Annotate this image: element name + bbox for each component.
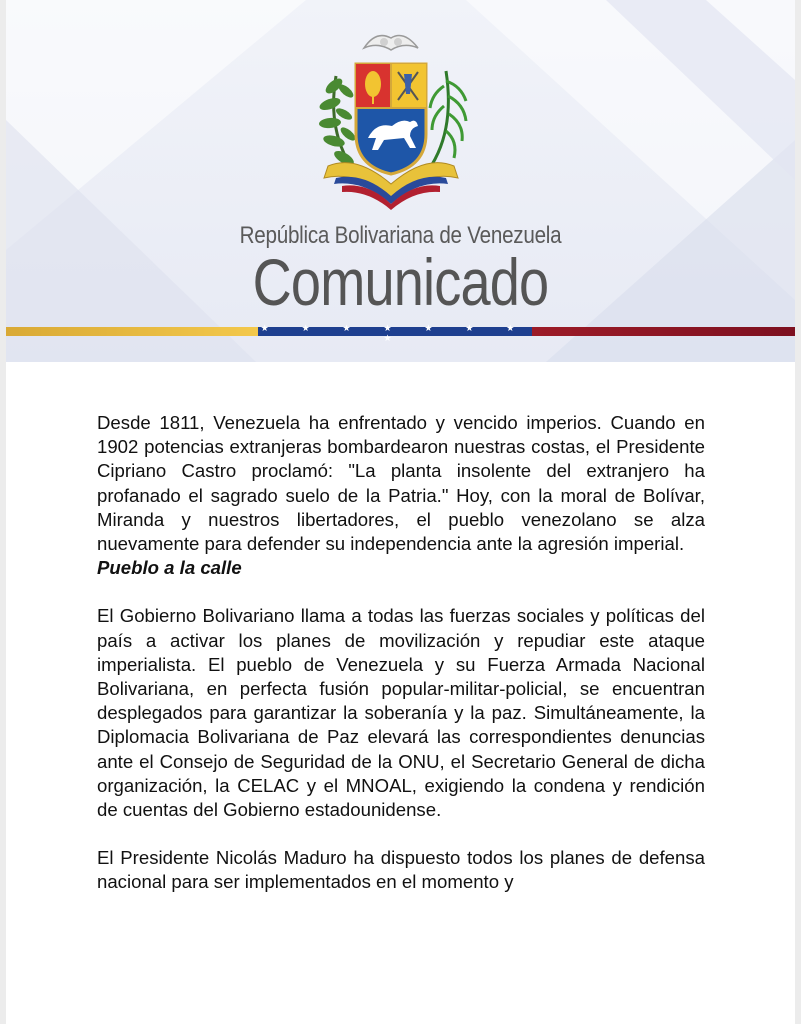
country-name: República Bolivariana de Venezuela [239,222,562,249]
document-page [6,0,795,1024]
letterhead [6,0,795,362]
paragraph-2: El Gobierno Bolivariano llama a todas las fuerzas sociales y políticas del país a activar los planes de movilización y repudiar este ataque imperialista. El pueblo de Venezuela y su Fuerza Armada Nacional Bolivariana, en perfecta fusión popular-militar-policial, se encuentran desplegados para garantizar la soberanía y la paz. Simultáneamente, la Diplomacia Bolivariana de Paz elevará las correspondientes denuncias ante el Consejo de Seguridad de la ONU, el Secretario General de dicha organización, la CELAC y el MNOAL, exigiendo la condena y rendición de cuentas del Gobierno estadounidense. [97,605,705,821]
flag-yellow-stripe [6,327,258,336]
paragraph-1: Desde 1811, Venezuela ha enfrentado y vencido imperios. Cuando en 1902 potencias extranjeras bombardearon nuestras costas, el Presidente Cipriano Castro proclamó: "La planta insolente del extranjero ha profanado el sagrado suelo de la Patria." Hoy, con la moral de Bolívar, Miranda y nuestros libertadores, el pueblo venezolano se alza nuevamente para defender su independencia ante la agresión imperial. [97,412,705,555]
statement-body [97,411,705,895]
stars-icon: ★ ★ ★ ★ ★ ★ ★ ★ [260,324,530,344]
flag-bar [6,324,795,344]
page-title: Comunicado [252,245,549,319]
paragraph-3: El Presidente Nicolás Maduro ha dispuesto todos los planes de defensa nacional para ser implementados en el momento y [97,847,705,893]
coat-of-arms-icon [306,26,476,212]
subheading: Pueblo a la calle [97,557,242,579]
flag-red-stripe [532,327,795,336]
flag-blue-stripe [258,324,532,344]
